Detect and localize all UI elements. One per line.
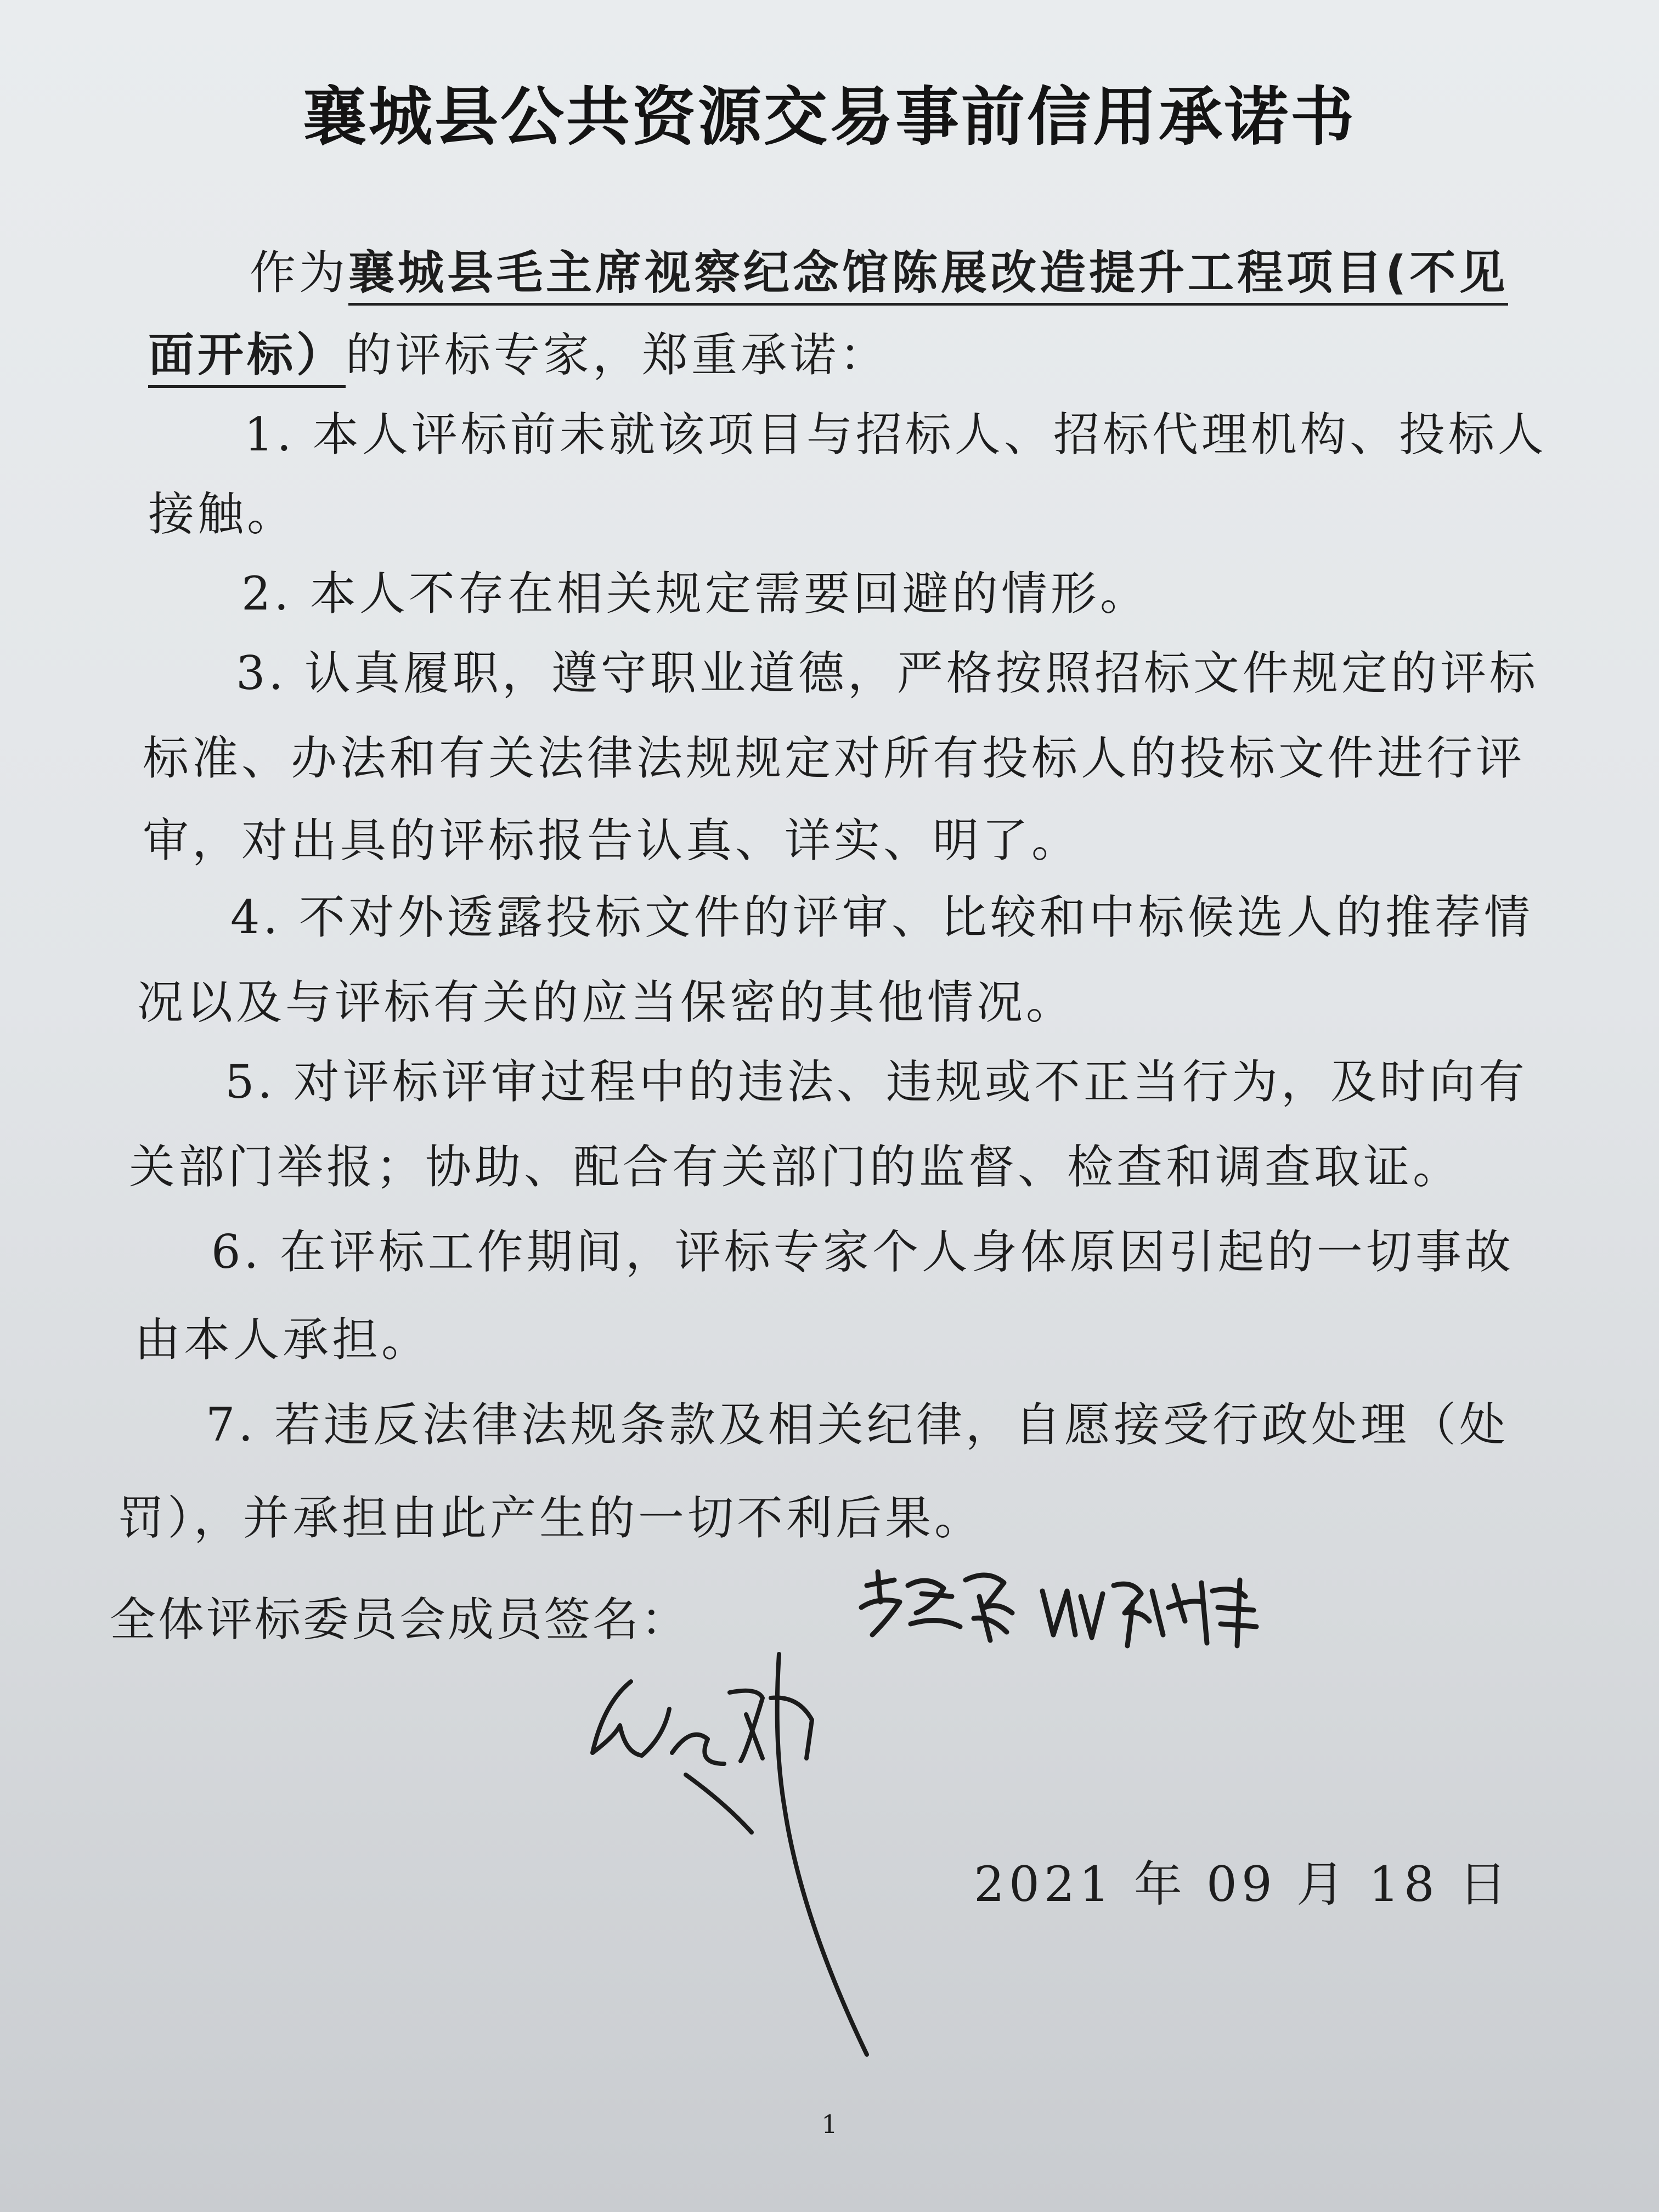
- handwritten-signature-3: [582, 1643, 889, 2060]
- clause-6-line-2: 由本人承担。: [134, 1313, 431, 1367]
- clause-2-line-1: 2. 本人不存在相关规定需要回避的情形。: [241, 567, 1149, 620]
- intro-line-1: [250, 236, 1508, 302]
- clause-7-line-2: 罚），并承担由此产生的一切不利后果。: [118, 1491, 984, 1545]
- clause-5-line-1: 5. 对评标评审过程中的违法、违规或不正当行为，及时向有: [225, 1055, 1528, 1109]
- intro-line-2: [148, 318, 889, 385]
- document-title: 襄城县公共资源交易事前信用承诺书: [303, 80, 1356, 154]
- intro-prefix: 作为: [250, 246, 349, 300]
- clause-4-line-2: 况以及与评标有关的应当保密的其他情况。: [137, 975, 1076, 1029]
- handwritten-signature-2: [1037, 1569, 1267, 1651]
- signature-label: 全体评标委员会成员签名：: [110, 1593, 690, 1646]
- clause-6-line-1: 6. 在评标工作期间，评标专家个人身体原因引起的一切事故: [211, 1225, 1514, 1279]
- clause-3-line-3: 审，对出具的评标报告认真、详实、明了。: [143, 814, 1081, 867]
- project-name-line-2: 面开标）: [148, 328, 346, 388]
- clause-3-line-1: 3. 认真履职，遵守职业道德，严格按照招标文件规定的评标: [236, 646, 1539, 700]
- handwritten-signature-1: [856, 1564, 1020, 1646]
- intro-suffix: 的评标专家，郑重承诺：: [346, 328, 889, 382]
- clause-1-line-2: 接触。: [148, 487, 297, 541]
- clause-4-line-1: 4. 不对外透露投标文件的评审、比较和中标候选人的推荐情: [230, 890, 1533, 944]
- page-number: 1: [821, 2109, 838, 2139]
- clause-5-line-2: 关部门举报；协助、配合有关部门的监督、检查和调查取证。: [129, 1140, 1463, 1194]
- clause-7-line-1: 7. 若违反法律法规条款及相关纪律，自愿接受行政处理（处: [206, 1398, 1509, 1452]
- signing-date: 2021 年 09 月 18 日: [974, 1856, 1511, 1912]
- clause-1-line-1: 1. 本人评标前未就该项目与招标人、招标代理机构、投标人: [244, 408, 1547, 461]
- clause-3-line-2: 标准、办法和有关法律法规规定对所有投标人的投标文件进行评: [143, 731, 1526, 785]
- project-name-line-1: 襄城县毛主席视察纪念馆陈展改造提升工程项目(不见: [348, 246, 1508, 306]
